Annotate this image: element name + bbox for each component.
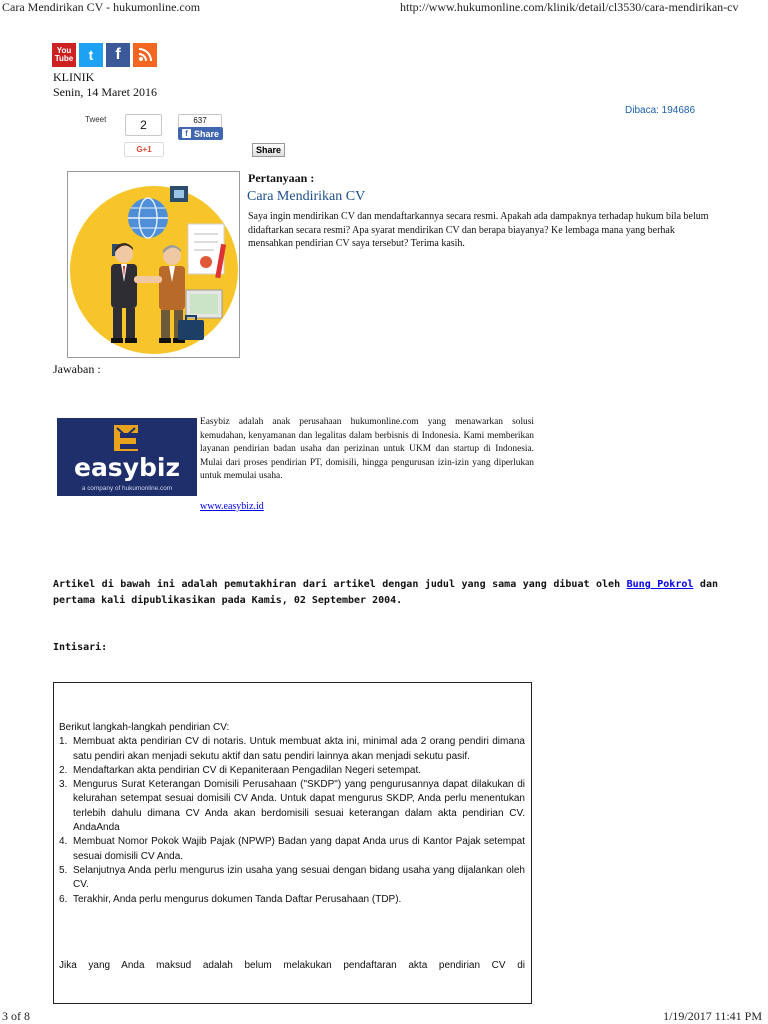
step-number: 4. xyxy=(59,836,68,848)
article-illustration xyxy=(67,171,240,358)
easybiz-logo-tagline: a company of hukumonline.com xyxy=(81,485,173,492)
print-header-url: http://www.hukumonline.com/klinik/detail/cl3530/cara-mendirikan-cv xyxy=(400,0,739,14)
google-plus-button[interactable]: G+1 xyxy=(124,142,164,157)
section-label: KLINIK xyxy=(53,70,95,84)
youtube-icon-bottom: Tube xyxy=(54,54,74,63)
facebook-share-button[interactable] xyxy=(178,127,223,140)
easybiz-logo-text: easybiz xyxy=(73,453,181,482)
intisari-step xyxy=(59,864,525,893)
article-date: Senin, 14 Maret 2016 xyxy=(53,85,157,99)
facebook-count: 637 xyxy=(178,114,222,128)
intisari-steps xyxy=(59,735,525,907)
twitter-icon[interactable]: t xyxy=(79,43,103,67)
question-body: Saya ingin mendirikan CV dan mendaftarkannya secara resmi. Apakah ada dampaknya terhadap hukum bila belum didaftarkan secara resmi? Apa syarat mendirikan CV dan berapa biayanya? Ke lembaga mana yang berhak mensahkan pendirian CV saya tersebut? Terima kasih. xyxy=(248,211,709,249)
easybiz-logo xyxy=(57,418,197,496)
intisari-step xyxy=(59,764,525,778)
social-icons xyxy=(52,43,157,67)
rss-icon[interactable] xyxy=(133,43,157,67)
step-text: Membuat akta pendirian CV di notaris. Untuk membuat akta ini, minimal ada 2 orang pendiri dimana satu pendiri akan menjadi sekutu aktif dan satu pendiri lainnya akan menjadi sekutu pasif. xyxy=(73,736,525,762)
intisari-content xyxy=(59,721,525,907)
easybiz-description: Easybiz adalah anak perusahaan hukumonline.com yang menawarkan solusi kemudahan, kenyamanan dan legalitas dalam berbisnis di Indonesia. Kami memberikan layanan pendirian badan usaha dan perizinan untuk UKM dan startup di Indonesia. Mulai dari proses pendirian PT, domisili, hingga pengurusan izin-izin yang diperlukan untuk memulai usaha. xyxy=(200,417,534,481)
intisari-box xyxy=(53,682,532,1004)
author-link[interactable]: Bung Pokrol xyxy=(626,579,694,590)
question-title: Cara Mendirikan CV xyxy=(247,189,366,204)
read-count: Dibaca: 194686 xyxy=(625,105,696,116)
facebook-f-icon: f xyxy=(182,129,191,138)
question-label: Pertanyaan : xyxy=(248,171,315,185)
step-text: Mendaftarkan akta pendirian CV di Kepaniteraan Pengadilan Negeri setempat. xyxy=(73,764,421,776)
youtube-icon[interactable] xyxy=(52,43,76,67)
step-number: 1. xyxy=(59,736,68,748)
step-number: 2. xyxy=(59,764,68,776)
facebook-share-label: Share xyxy=(194,128,220,139)
step-number: 3. xyxy=(59,779,68,791)
youtube-icon-top: You xyxy=(56,46,72,55)
answer-label: Jawaban : xyxy=(53,362,101,376)
print-footer-page: 3 of 8 xyxy=(2,1009,30,1023)
intisari-step xyxy=(59,735,525,764)
step-text: Selanjutnya Anda perlu mengurus izin usaha yang sesuai dengan bidang usaha yang dijalankan oleh CV. xyxy=(73,864,525,891)
step-text: Mengurus Surat Keterangan Domisili Perusahaan ("SKDP") yang pengurusannya dapat dilakukan di kelurahan setempat sesuai domisili CV Anda. Untuk dapat mengurus SKDP, Anda perlu menentukan terlebih dahulu dimana CV Anda akan berdomisili sesuai keterangan dalam akta pendirian CV. AndaAnda xyxy=(73,779,525,834)
facebook-icon[interactable]: f xyxy=(106,43,130,67)
step-text: Terakhir, Anda perlu mengurus dokumen Tanda Daftar Perusahaan (TDP). xyxy=(73,893,402,905)
step-text: Membuat Nomor Pokok Wajib Pajak (NPWP) Badan yang dapat Anda urus di Kantor Pajak setempat sesuai domisili CV Anda. xyxy=(73,836,525,862)
rss-glyph xyxy=(138,48,152,62)
tweet-label[interactable]: Tweet xyxy=(85,115,107,124)
business-handshake-illustration xyxy=(68,172,239,357)
easybiz-link[interactable]: www.easybiz.id xyxy=(200,501,264,512)
step-number: 5. xyxy=(59,864,68,876)
update-note-after: dan pertama kali dipublikasikan pada Kamis, 02 September 2004. xyxy=(53,579,718,606)
print-header-title: Cara Mendirikan CV - hukumonline.com xyxy=(2,0,201,14)
step-number: 6. xyxy=(59,893,68,905)
article-update-note xyxy=(53,577,718,608)
update-note-before: Artikel di bawah ini adalah pemutakhiran dari artikel dengan judul yang sama yang dibuat oleh xyxy=(53,579,627,590)
print-footer-datetime: 1/19/2017 11:41 PM xyxy=(663,1009,762,1023)
intisari-label: Intisari: xyxy=(53,642,108,653)
easybiz-logo-art xyxy=(57,418,197,496)
intisari-closing: Jika yang Anda maksud adalah belum melakukan pendaftaran akta pendirian CV di xyxy=(59,960,525,971)
linkedin-share-button[interactable]: Share xyxy=(252,143,285,157)
intisari-step xyxy=(59,835,525,864)
intisari-step xyxy=(59,778,525,835)
intisari-step xyxy=(59,893,525,907)
intisari-intro: Berikut langkah-langkah pendirian CV: xyxy=(59,722,230,733)
tweet-count: 2 xyxy=(125,114,162,136)
